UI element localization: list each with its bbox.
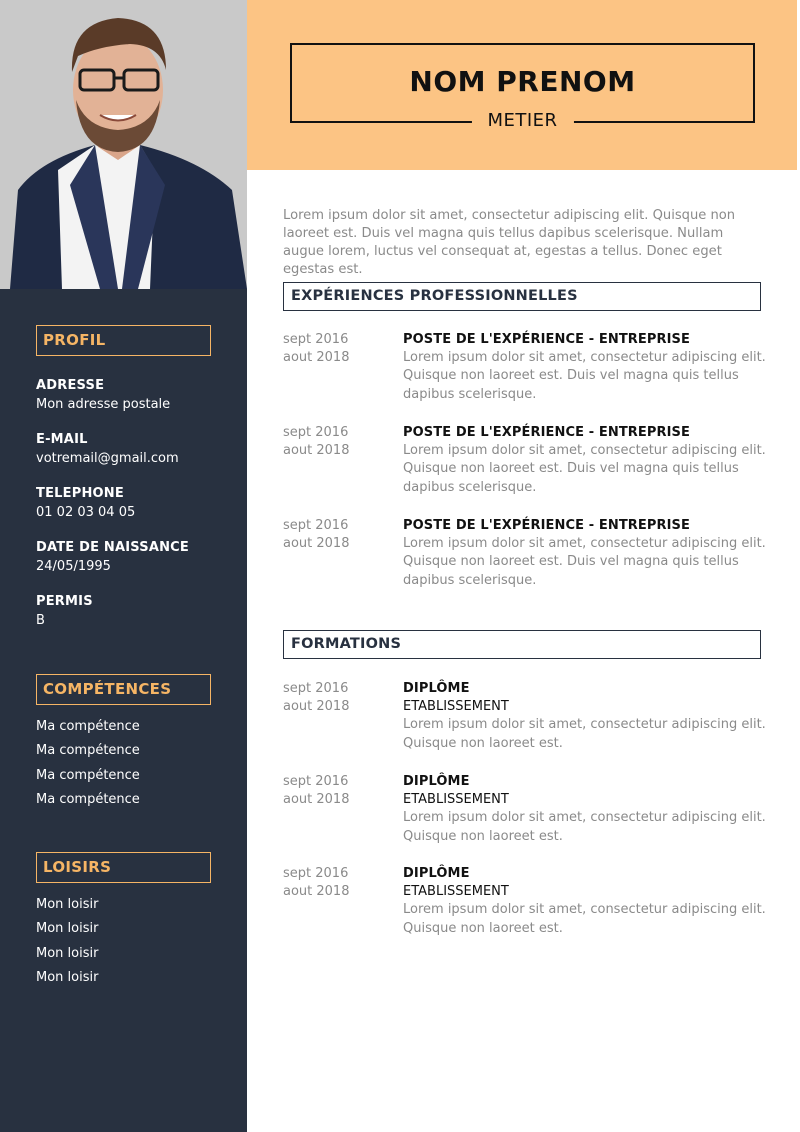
profile-item-address <box>36 377 236 414</box>
hobby-item: Mon loisir <box>36 897 99 912</box>
skill-item: Ma compétence <box>36 719 140 734</box>
entry-description: Lorem ipsum dolor sit amet, consectetur adipiscing elit. Quisque non laoreet est. Duis vel magna quis tellus dapibus scelerisque. <box>403 536 766 588</box>
person-portrait-icon <box>0 0 247 289</box>
skills-section-title: COMPÉTENCES <box>36 674 211 705</box>
start-date: sept 2016 <box>283 866 349 881</box>
end-date: aout 2018 <box>283 350 350 366</box>
start-date: sept 2016 <box>283 518 349 533</box>
hobbies-list <box>36 893 236 990</box>
skill-item: Ma compétence <box>36 791 140 807</box>
start-date: sept 2016 <box>283 425 349 440</box>
profile-item-birthdate <box>36 539 236 576</box>
education-section-title: FORMATIONS <box>283 630 761 659</box>
entry-details <box>403 773 768 846</box>
entry-title: DIPLÔME <box>403 866 470 881</box>
experience-section-title: EXPÉRIENCES PROFESSIONNELLES <box>283 282 761 311</box>
name-box <box>290 43 755 131</box>
full-name: NOM PRENOM <box>409 65 636 98</box>
entry-description: Lorem ipsum dolor sit amet, consectetur adipiscing elit. Quisque non laoreet est. <box>403 902 766 936</box>
entry-dates <box>283 331 393 367</box>
profile-section-title: PROFIL <box>36 325 211 356</box>
info-value: Mon adresse postale <box>36 397 171 412</box>
info-value: votremail@gmail.com <box>36 451 179 466</box>
info-value: 01 02 03 04 05 <box>36 505 136 520</box>
job-title: METIER <box>471 111 573 131</box>
entry-details <box>403 331 768 404</box>
start-date: sept 2016 <box>283 681 349 696</box>
info-label: ADRESSE <box>36 378 105 393</box>
entry-title: DIPLÔME <box>403 681 470 696</box>
skill-item: Ma compétence <box>36 743 140 759</box>
entry-details <box>403 517 768 590</box>
profile-item-phone <box>36 485 236 522</box>
entry-details <box>403 865 768 938</box>
skills-list <box>36 715 236 812</box>
entry-description: Lorem ipsum dolor sit amet, consectetur adipiscing elit. Quisque non laoreet est. Duis vel magna quis tellus dapibus scelerisque. <box>403 443 766 495</box>
info-label: TELEPHONE <box>36 486 124 501</box>
info-label: DATE DE NAISSANCE <box>36 540 189 555</box>
info-value: B <box>36 613 45 628</box>
info-label: PERMIS <box>36 594 93 609</box>
entry-description: Lorem ipsum dolor sit amet, consectetur adipiscing elit. Quisque non laoreet est. Duis vel magna quis tellus dapibus scelerisque. <box>403 350 766 402</box>
profile-item-email <box>36 431 236 468</box>
intro-paragraph: Lorem ipsum dolor sit amet, consectetur adipiscing elit. Quisque non laoreet est. Duis vel magna quis tellus dapibus scelerisque. Nullam augue lorem, luctus vel consequat at, egestas a tellus. Donec eget egestas est. <box>283 208 736 277</box>
profile-photo <box>0 0 247 289</box>
end-date: aout 2018 <box>283 884 350 900</box>
entry-title: POSTE DE L'EXPÉRIENCE - ENTREPRISE <box>403 332 691 347</box>
start-date: sept 2016 <box>283 332 349 347</box>
info-value: 24/05/1995 <box>36 559 111 574</box>
entry-description: Lorem ipsum dolor sit amet, consectetur adipiscing elit. Quisque non laoreet est. <box>403 810 766 844</box>
entry-description: Lorem ipsum dolor sit amet, consectetur adipiscing elit. Quisque non laoreet est. <box>403 717 766 751</box>
info-label: E-MAIL <box>36 432 88 447</box>
entry-details <box>403 680 768 753</box>
entry-school: ETABLISSEMENT <box>403 792 509 808</box>
entry-title: DIPLÔME <box>403 774 470 789</box>
entry-dates <box>283 865 393 901</box>
end-date: aout 2018 <box>283 536 350 552</box>
header-banner <box>247 0 797 170</box>
skill-item: Ma compétence <box>36 767 140 783</box>
entry-dates <box>283 680 393 716</box>
start-date: sept 2016 <box>283 774 349 789</box>
profile-item-license <box>36 593 236 630</box>
hobby-item: Mon loisir <box>36 945 99 961</box>
entry-details <box>403 424 768 497</box>
entry-dates <box>283 517 393 553</box>
entry-school: ETABLISSEMENT <box>403 884 509 900</box>
hobby-item: Mon loisir <box>36 921 99 937</box>
sidebar <box>0 0 247 1132</box>
profile-list <box>36 377 236 647</box>
entry-school: ETABLISSEMENT <box>403 699 509 715</box>
end-date: aout 2018 <box>283 699 350 715</box>
end-date: aout 2018 <box>283 443 350 459</box>
entry-dates <box>283 424 393 460</box>
entry-dates <box>283 773 393 809</box>
entry-title: POSTE DE L'EXPÉRIENCE - ENTREPRISE <box>403 518 691 533</box>
end-date: aout 2018 <box>283 792 350 808</box>
hobbies-section-title: LOISIRS <box>36 852 211 883</box>
entry-title: POSTE DE L'EXPÉRIENCE - ENTREPRISE <box>403 425 691 440</box>
hobby-item: Mon loisir <box>36 969 99 985</box>
